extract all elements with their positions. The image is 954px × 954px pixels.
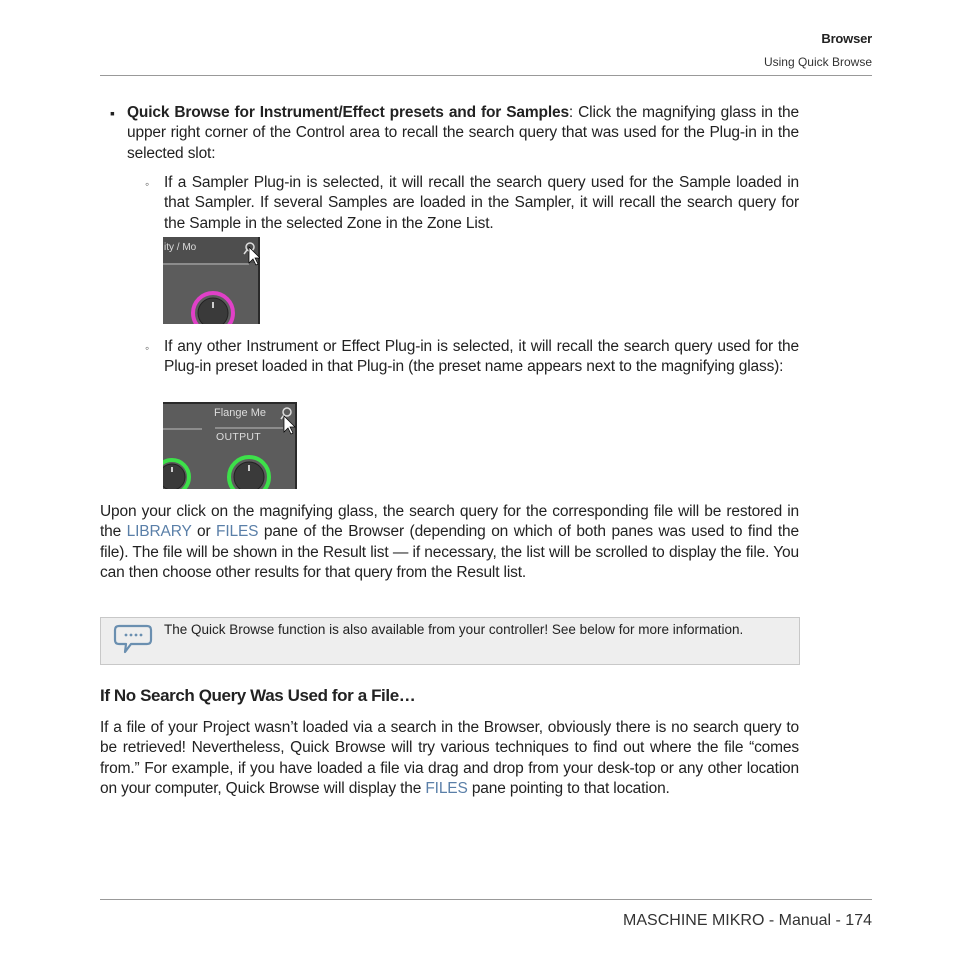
files-link[interactable]: FILES xyxy=(216,523,259,541)
paragraph1-text-c: pane of the Browser (depending on which of both panes was used to find the file). The file will be shown in the Result list — if necessary, the list will be scrolled to display the file. You can then choose other results for that query from the Result list. xyxy=(100,523,799,581)
sub-bullet-paragraph-1: If a Sampler Plug-in is selected, it will recall the search query used for the Sample loaded in that Sampler. If several Samples are loaded in the Sampler, it will recall the search query for the Sample in the selected Zone in the Zone List. xyxy=(164,174,799,232)
footer-rule xyxy=(100,899,872,900)
sub-bullet-marker-2: ◦ xyxy=(145,341,150,355)
sub-bullet-marker-1: ◦ xyxy=(145,177,150,191)
output-label: OUTPUT xyxy=(216,431,261,443)
header-section-title: Browser xyxy=(821,31,872,46)
body-paragraph-1 xyxy=(100,502,799,583)
knob-icon[interactable] xyxy=(198,298,228,324)
bullet-marker: ▪ xyxy=(110,105,115,121)
note-box xyxy=(100,617,800,665)
bullet-paragraph xyxy=(127,103,799,164)
preset-name-label: Flange Me xyxy=(214,407,266,419)
note-text: The Quick Browse function is also available from your controller! See below for more information. xyxy=(164,622,744,637)
bullet-bold-label: Quick Browse for Instrument/Effect presets and for Samples xyxy=(127,104,569,121)
speech-bubble-icon xyxy=(113,622,153,656)
footer-page-label: MASCHINE MIKRO - Manual - 174 xyxy=(623,912,872,929)
header-rule xyxy=(100,75,872,76)
bullet-text: : Click the magnifying glass in the upper right corner of the Control area to recall the search query that was used for the Plug-in in the selected slot: xyxy=(127,104,799,162)
section-heading: If No Search Query Was Used for a File… xyxy=(100,686,416,705)
library-link[interactable]: LIBRARY xyxy=(126,523,192,541)
sub-bullet-paragraph-2: If any other Instrument or Effect Plug-in is selected, it will recall the search query used for the Plug-in preset loaded in that Plug-in (the preset name appears next to the magnifying glass): xyxy=(164,338,799,376)
paragraph2-text-b: pane pointing to that location. xyxy=(467,779,670,797)
knob-left-icon[interactable] xyxy=(163,464,185,489)
paragraph2-text-a: If a file of your Project wasn’t loaded via a search in the Browser, obviously there is no search query to be retrieved! Nevertheless, Quick Browse will try various techniques to find out where the file “comes from.” For example, if you have loaded a file via drag and drop from your desk-top or any other location on your computer, Quick Browse will display the xyxy=(100,719,799,797)
sampler-screenshot xyxy=(163,237,260,324)
paragraph1-text-b: or xyxy=(191,523,217,541)
header-subsection-title: Using Quick Browse xyxy=(763,55,872,69)
paragraph1-text-a: Upon your click on the magnifying glass, the search query for the corresponding file will be restored in the xyxy=(100,503,799,541)
sampler-slot-label: ity / Mo xyxy=(164,242,197,253)
body-paragraph-2 xyxy=(100,718,799,799)
plugin-screenshot xyxy=(163,402,297,489)
files-link-2[interactable]: FILES xyxy=(425,779,468,797)
